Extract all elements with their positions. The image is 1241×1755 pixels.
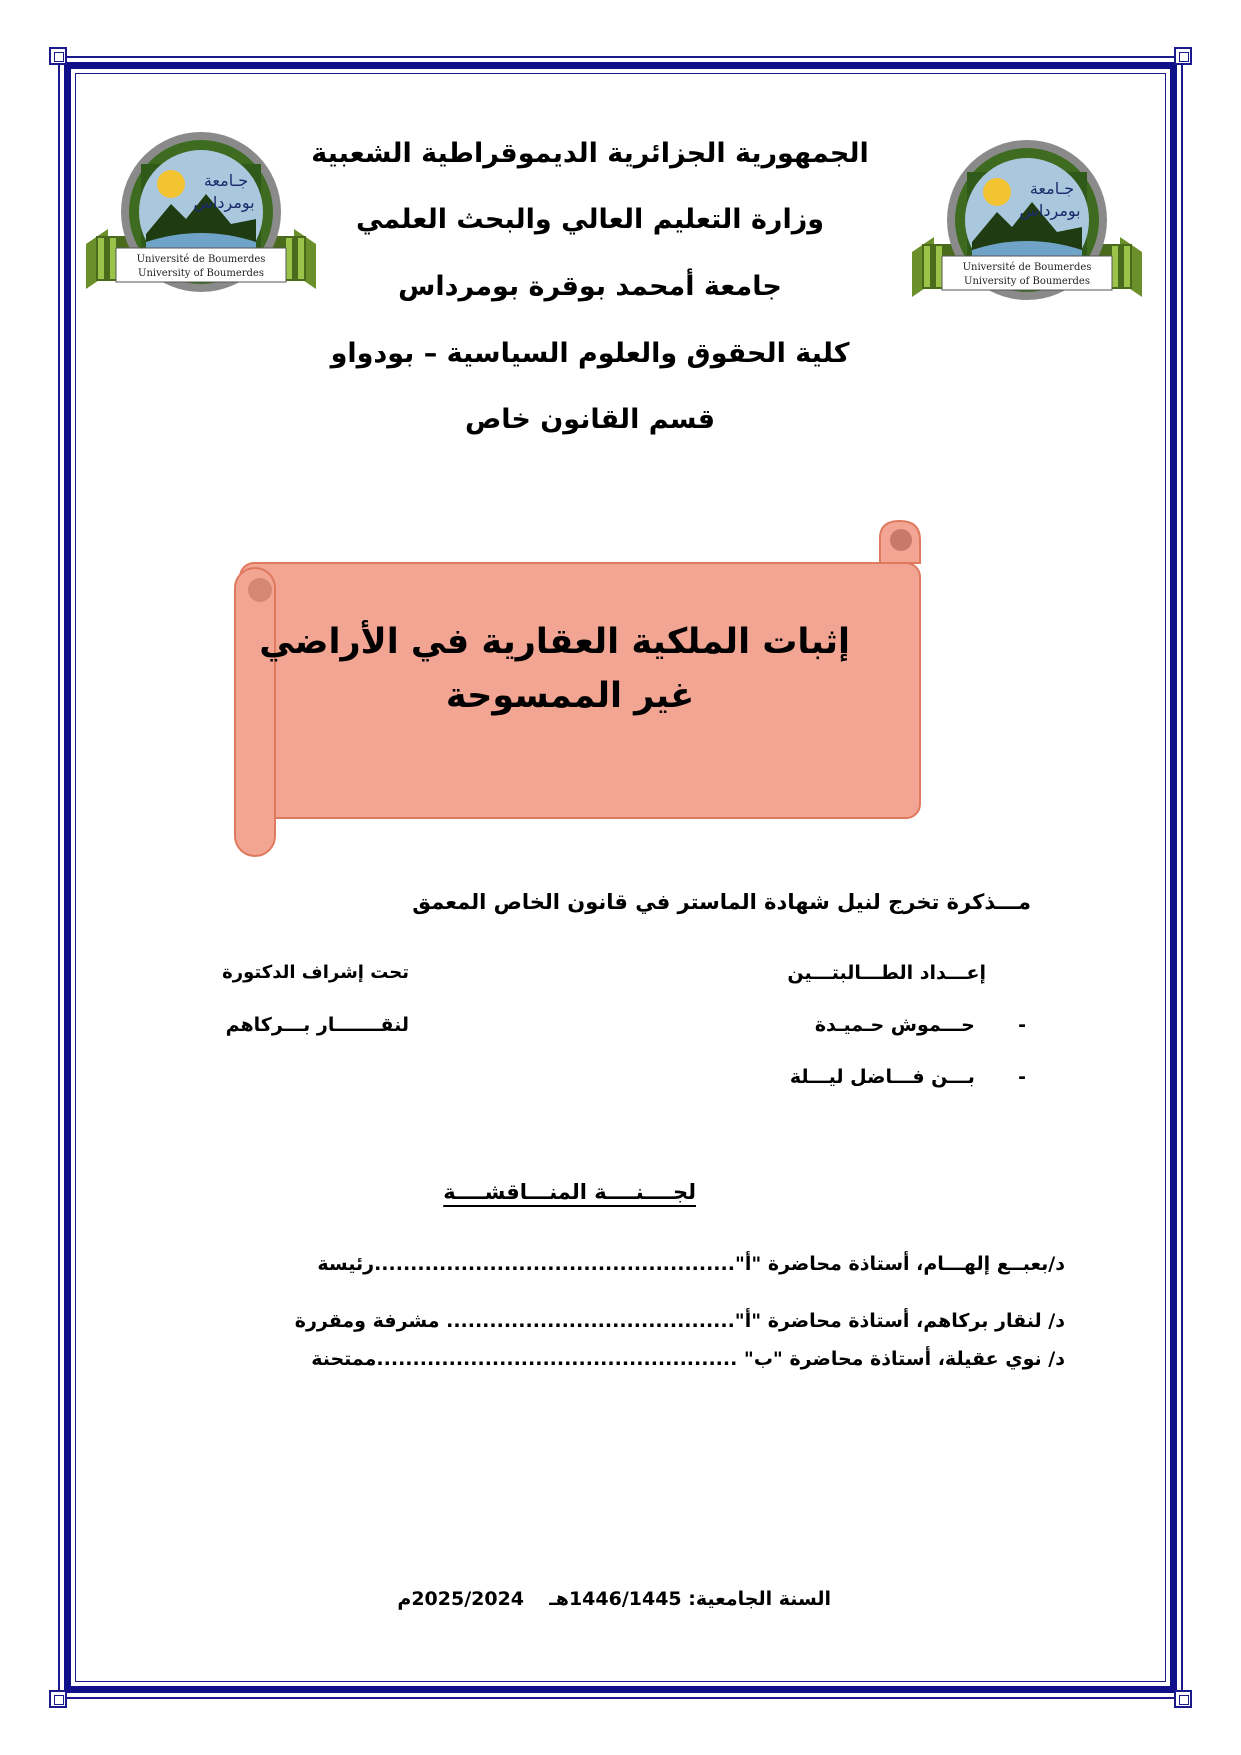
header-faculty: كلية الحقوق والعلوم السياسية – بودواو xyxy=(330,338,850,369)
logo-french-name: Université de Boumerdes xyxy=(136,254,266,265)
corner-ornament-top-left xyxy=(49,47,67,65)
supervisor-name: لنقـــــــار بـــركاهم xyxy=(225,1014,409,1036)
logo-english-name: University of Boumerdes xyxy=(138,268,264,279)
corner-ornament-top-right xyxy=(1174,47,1192,65)
student-name-2: بـــن فـــاضل ليـــلة xyxy=(789,1066,975,1088)
bullet: - xyxy=(1018,1066,1026,1088)
academic-year-gregorian: 2025/2024م xyxy=(397,1588,525,1610)
header-department: قسم القانون خاص xyxy=(464,404,716,435)
academic-year xyxy=(397,1588,831,1610)
header-university: جامعة أمحمد بوقرة بومرداس xyxy=(398,271,782,302)
academic-year-label: السنة الجامعية: xyxy=(688,1588,831,1610)
header-ministry: وزارة التعليم العالي والبحث العلمي xyxy=(355,204,825,235)
supervisor-heading: تحت إشراف الدكتورة xyxy=(222,962,409,983)
student-item-1 xyxy=(815,1014,1026,1036)
thesis-title-line-1: إثبات الملكية العقارية في الأراضي xyxy=(259,622,850,662)
logo-french-name: Université de Boumerdes xyxy=(962,262,1092,273)
bullet: - xyxy=(1018,1014,1026,1036)
committee-member-2: د/ لنقار بركاهم، أستاذة محاضرة "أ"........................................ مشرفة ومقررة xyxy=(294,1310,1065,1332)
student-item-2 xyxy=(790,1066,1026,1088)
logo-english-name: University of Boumerdes xyxy=(964,276,1090,287)
committee-heading: لجــــنــــة المنـــاقشــــة xyxy=(443,1180,696,1204)
logo-arabic-name-2: بومرداس xyxy=(193,193,255,212)
committee-member-3: د/ نوي عقيلة، أستاذة محاضرة "ب" ..................................................ممتحنة xyxy=(311,1348,1065,1370)
corner-ornament-bottom-left xyxy=(49,1690,67,1708)
academic-year-hijri: 1446/1445هـ xyxy=(549,1588,682,1610)
logo-arabic-name-1: جـامعة xyxy=(1029,179,1075,198)
logo-arabic-name-2: بومرداس xyxy=(1019,201,1081,220)
student-name-1: حـــموش حـميـدة xyxy=(814,1014,975,1036)
students-heading: إعـــداد الطـــالبتـــين xyxy=(787,962,986,984)
committee-member-1: د/بعبــع إلهـــام، أستاذة محاضرة "أ"..................................................رئيسة xyxy=(317,1253,1065,1275)
thesis-title-line-2: غير الممسوحة xyxy=(445,676,695,716)
logo-arabic-name-1: جـامعة xyxy=(203,171,249,190)
corner-ornament-bottom-right xyxy=(1174,1690,1192,1708)
header-republic: الجمهورية الجزائرية الديموقراطية الشعبية xyxy=(311,138,869,169)
thesis-subtitle: مـــذكرة تخرج لنيل شهادة الماستر في قانون الخاص المعمق xyxy=(412,890,1031,914)
university-logo-right xyxy=(912,132,1142,322)
